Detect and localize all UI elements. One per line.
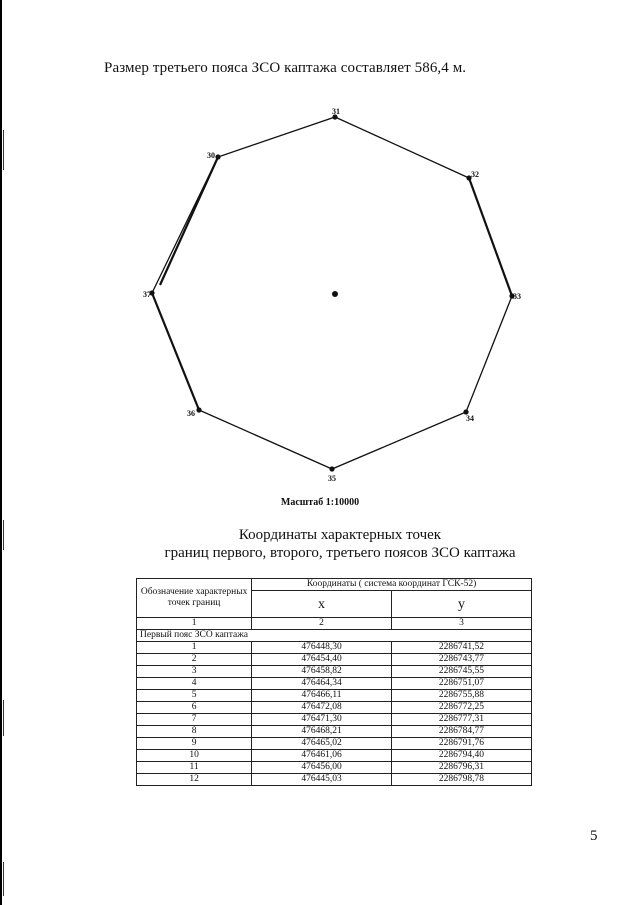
vertex-label: 36: [187, 409, 195, 418]
vertex-label: 31: [332, 107, 340, 116]
table-row: [137, 678, 532, 690]
x-value: 476472,08: [252, 702, 392, 714]
header-x: x: [252, 591, 392, 618]
y-value: 2286798,78: [391, 774, 531, 786]
point-number: 7: [137, 714, 252, 726]
header-y: y: [391, 591, 531, 618]
vertex-label: 34: [466, 414, 474, 423]
x-value: 476461,06: [252, 750, 392, 762]
y-value: 2286794,40: [391, 750, 531, 762]
zone-boundary-octagon: [152, 117, 512, 469]
table-row: [137, 750, 532, 762]
vertex-label: 30: [207, 151, 215, 160]
table-row: [137, 666, 532, 678]
y-value: 2286741,52: [391, 642, 531, 654]
zone-size-heading: Размер третьего пояса ЗСО каптажа составляет 586,4 м.: [104, 60, 467, 76]
center-point: [332, 291, 338, 297]
y-value: 2286745,55: [391, 666, 531, 678]
x-value: 476456,00: [252, 762, 392, 774]
point-number: 1: [137, 642, 252, 654]
table-row: [137, 762, 532, 774]
y-value: 2286791,76: [391, 738, 531, 750]
x-value: 476464,34: [252, 678, 392, 690]
table-row: [137, 714, 532, 726]
table-row: [137, 690, 532, 702]
table-row: [137, 738, 532, 750]
x-value: 476448,30: [252, 642, 392, 654]
point-number: 5: [137, 690, 252, 702]
vertex-label: 33: [513, 292, 521, 301]
y-value: 2286755,88: [391, 690, 531, 702]
point-number: 3: [137, 666, 252, 678]
header-coordinates: Координаты ( система координат ГСК-52): [252, 579, 532, 591]
index-cell: 2: [252, 618, 392, 630]
scale-label: Масштаб 1:10000: [280, 497, 360, 508]
section-label: Первый пояс ЗСО каптажа: [137, 630, 532, 642]
point-number: 8: [137, 726, 252, 738]
point-number: 11: [137, 762, 252, 774]
table-row: [137, 774, 532, 786]
vertex-markers: [149, 114, 514, 471]
coordinates-table: [136, 578, 532, 786]
y-value: 2286784,77: [391, 726, 531, 738]
vertex-marker: [215, 154, 220, 159]
coordinates-body: [137, 642, 532, 786]
table-row: [137, 702, 532, 714]
vertex-label: 37: [143, 290, 151, 299]
section-row: [137, 630, 532, 642]
index-cell: 1: [137, 618, 252, 630]
scan-artifact: [3, 700, 4, 736]
header-point-designation: Обозначение характерных точек границ: [137, 579, 252, 618]
index-cell: 3: [391, 618, 531, 630]
x-value: 476468,21: [252, 726, 392, 738]
table-title-line-1: Координаты характерных точек: [238, 527, 442, 543]
point-number: 6: [137, 702, 252, 714]
point-number: 12: [137, 774, 252, 786]
vertex-label: 35: [328, 474, 336, 483]
x-value: 476445,03: [252, 774, 392, 786]
x-value: 476458,82: [252, 666, 392, 678]
boundary-emphasis: [152, 157, 512, 410]
y-value: 2286777,31: [391, 714, 531, 726]
table-row: [137, 726, 532, 738]
vertex-marker: [196, 407, 201, 412]
x-value: 476471,30: [252, 714, 392, 726]
table-row: [137, 654, 532, 666]
column-index-row: [137, 618, 532, 630]
point-number: 9: [137, 738, 252, 750]
y-value: 2286796,31: [391, 762, 531, 774]
y-value: 2286772,25: [391, 702, 531, 714]
scan-artifact: [3, 862, 4, 896]
y-value: 2286743,77: [391, 654, 531, 666]
x-value: 476465,02: [252, 738, 392, 750]
page-number: 5: [590, 828, 598, 844]
table-title-line-2: границ первого, второго, третьего поясов ЗСО каптажа: [164, 545, 516, 561]
y-value: 2286751,07: [391, 678, 531, 690]
vertex-label: 32: [471, 170, 479, 179]
x-value: 476454,40: [252, 654, 392, 666]
vertex-marker: [329, 466, 334, 471]
point-number: 2: [137, 654, 252, 666]
x-value: 476466,11: [252, 690, 392, 702]
point-number: 4: [137, 678, 252, 690]
point-number: 10: [137, 750, 252, 762]
table-row: [137, 642, 532, 654]
